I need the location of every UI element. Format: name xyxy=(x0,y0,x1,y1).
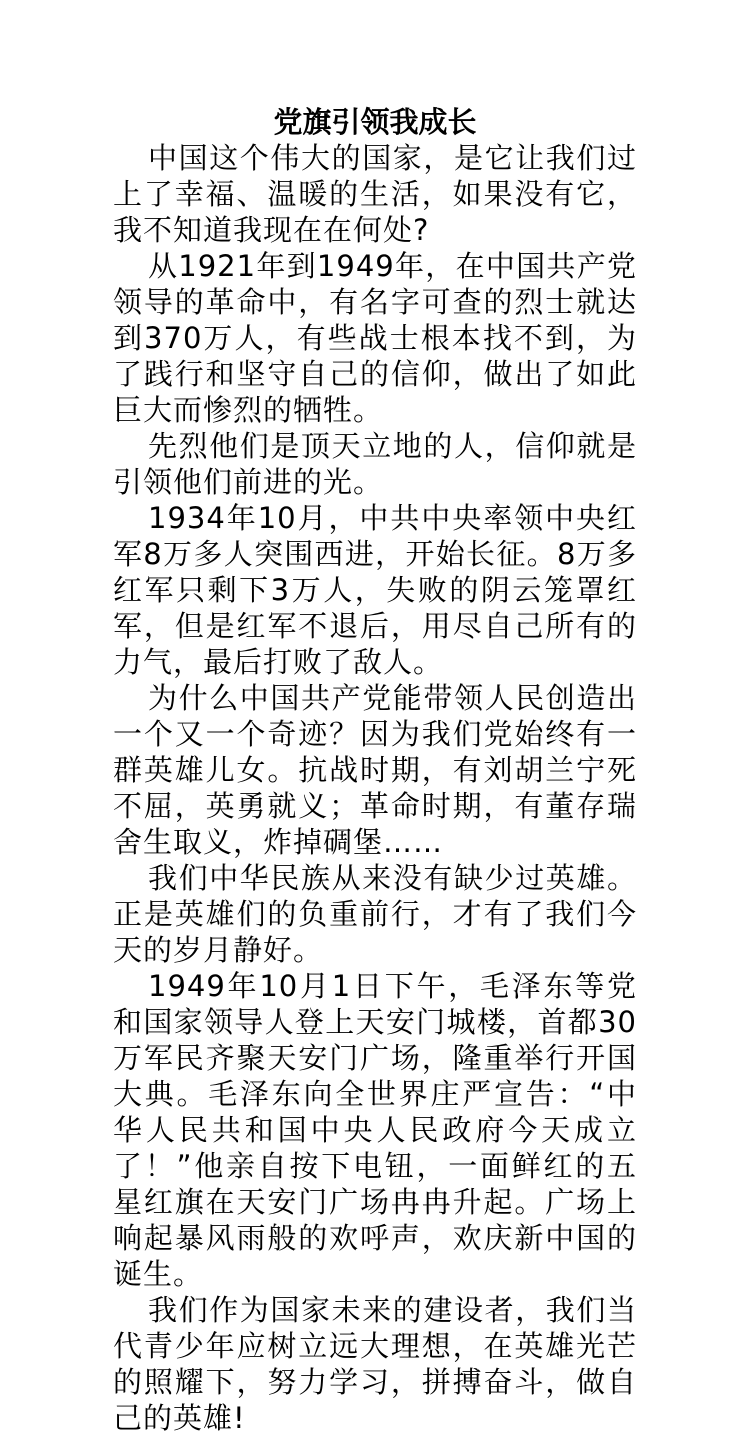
paragraph-martyrs: 从1921年到1949年，在中国共产党领导的革命中，有名字可查的烈士就达到370万人，有些战士根本找不到，为了践行和坚守自己的信仰，做出了如此巨大而惨烈的牺牲。 xyxy=(113,249,637,427)
paragraph-founding-ceremony: 1949年10月1日下午，毛泽东等党和国家领导人登上天安门城楼，首都30万军民齐聚天安门广场，隆重举行开国大典。毛泽东向全世界庄严宣告：“中华人民共和国中央人民政府今天成立了！”他亲自按下电钮，一面鲜红的五星红旗在天安门广场冉冉升起。广场上响起暴风雨般的欢呼声，欢庆新中国的诞生。 xyxy=(113,969,637,1291)
document-title: 党旗引领我成长 xyxy=(273,105,477,139)
paragraph-heroes: 为什么中国共产党能带领人民创造出一个又一个奇迹？因为我们党始终有一群英雄儿女。抗战时期，有刘胡兰宁死不屈，英勇就义；革命时期，有董存瑞舍生取义，炸掉碉堡…… xyxy=(113,681,637,859)
paragraph-faith: 先烈他们是顶天立地的人，信仰就是引领他们前进的光。 xyxy=(113,429,637,499)
document-page xyxy=(113,104,637,1436)
paragraph-conclusion: 我们作为国家未来的建设者，我们当代青少年应树立远大理想，在英雄光芒的照耀下，努力学习，拼搏奋斗，做自己的英雄! xyxy=(113,1293,637,1435)
paragraph-intro: 中国这个伟大的国家，是它让我们过上了幸福、温暖的生活，如果没有它，我不知道我现在在何处? xyxy=(113,141,637,247)
paragraph-long-march: 1934年10月，中共中央率领中央红军8万多人突围西进，开始长征。8万多红军只剩下3万人，失败的阴云笼罩红军，但是红军不退后，用尽自己所有的力气，最后打败了敌人。 xyxy=(113,501,637,679)
paragraph-nation: 我们中华民族从来没有缺少过英雄。正是英雄们的负重前行，才有了我们今天的岁月静好。 xyxy=(113,861,637,967)
